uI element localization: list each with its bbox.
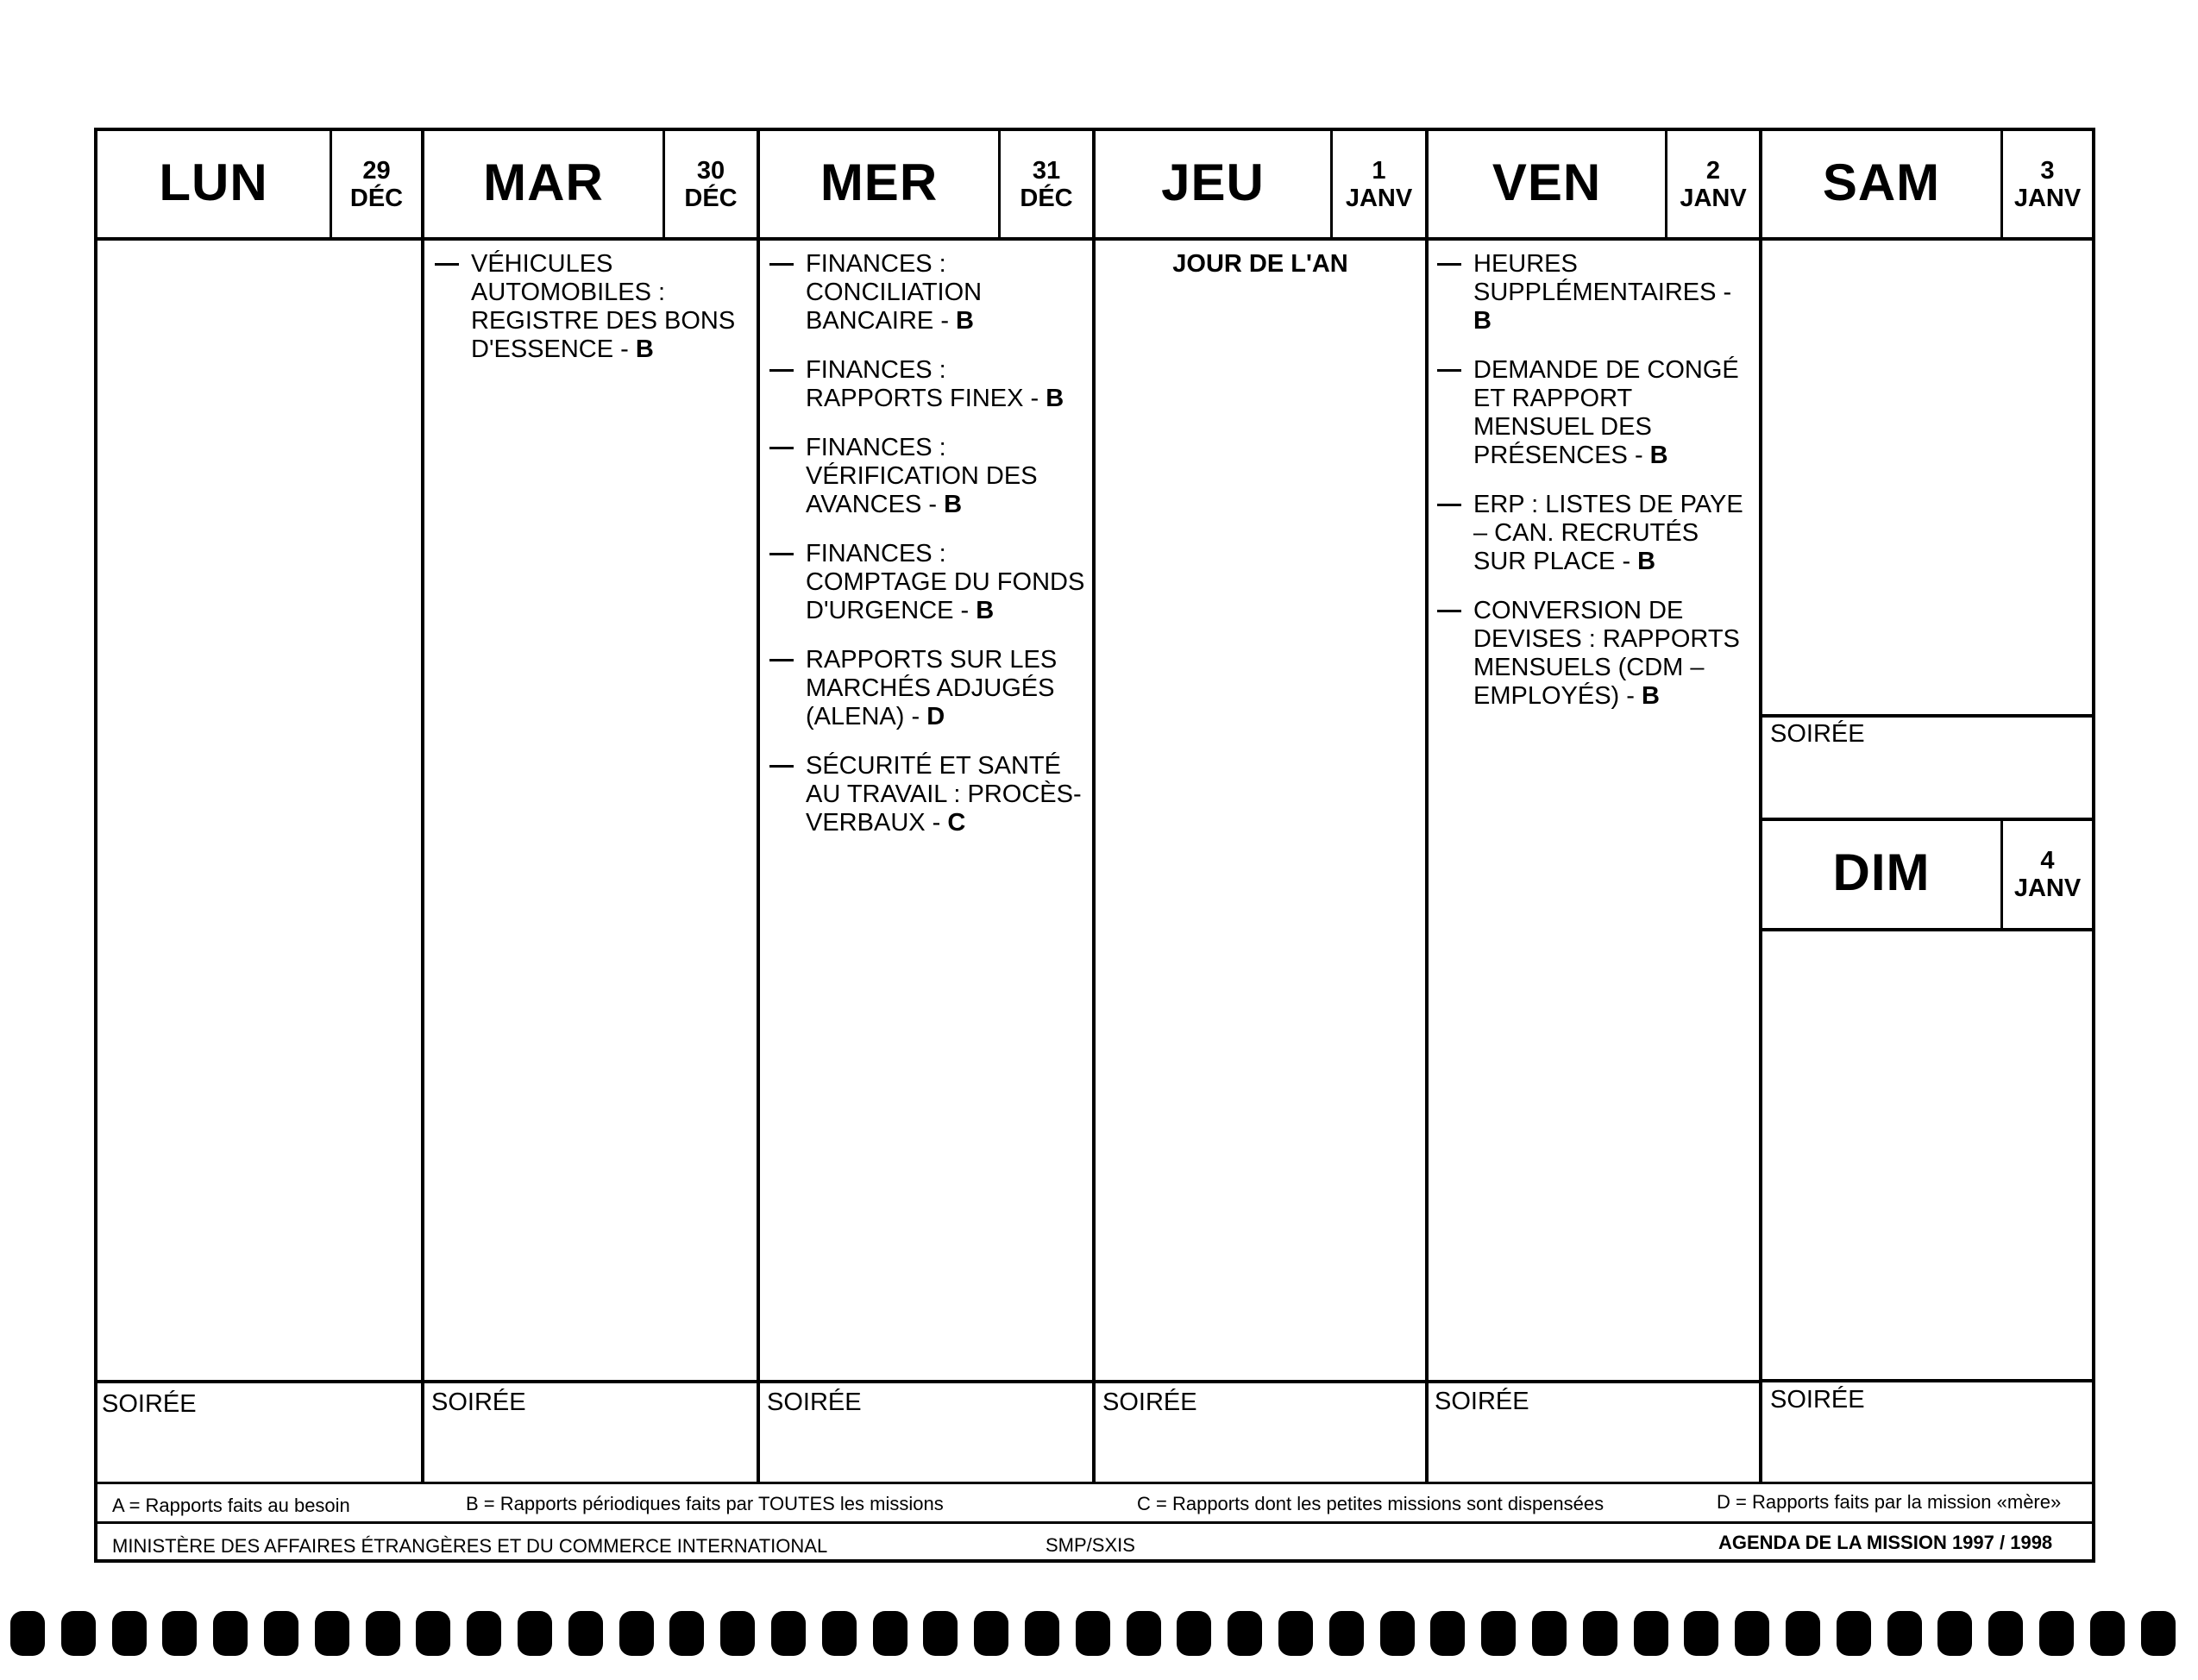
task-code: B [1642,682,1660,710]
legend-d: D = Rapports faits par la mission «mère» [1717,1491,2062,1513]
binding-hole [1076,1611,1110,1656]
binding-hole [1735,1611,1769,1656]
evening-label-lun: SOIRÉE [102,1390,197,1418]
task-list-mar [430,250,749,385]
binding-hole [366,1611,400,1656]
evening-label-ven: SOIRÉE [1435,1388,1529,1415]
footer-divider [94,1521,2095,1524]
footer-agenda-title: AGENDA DE LA MISSION 1997 / 1998 [1718,1532,2053,1553]
day-date-lun: 29 DÉC [349,157,404,212]
task-text: FINANCES : COMPTAGE DU FONDS D'URGENCE - [806,540,1085,624]
binding-hole [1228,1611,1262,1656]
column-divider-3 [1092,128,1096,1483]
binding-hole [1177,1611,1211,1656]
day-name-ven: VEN [1492,154,1602,211]
binding-hole [822,1611,857,1656]
evening-label-mer: SOIRÉE [767,1389,862,1416]
task-item [1432,597,1755,711]
task-code: B [1649,442,1668,469]
legend-c: C = Rapports dont les petites missions sont dispensées [1137,1493,1605,1514]
binding-hole [1127,1611,1161,1656]
binding-hole [416,1611,450,1656]
evening-divider [94,1380,1762,1383]
day-name-mer: MER [820,154,939,211]
task-text: FINANCES : VÉRIFICATION DES AVANCES - [806,434,1038,518]
day-name-dim: DIM [1832,843,1931,901]
sam-evening-divider-bottom [1760,1379,2095,1382]
task-list-ven [1432,250,1755,731]
day-date-jeu: 1 JANV [1345,157,1413,212]
binding-hole [1837,1611,1871,1656]
task-item [764,646,1088,731]
binding-hole [1329,1611,1364,1656]
evening-label-jeu: SOIRÉE [1102,1389,1197,1416]
binding-hole [10,1611,45,1656]
binding-hole [1025,1611,1059,1656]
binding-hole [1988,1611,2023,1656]
binding-hole [1634,1611,1668,1656]
day-name-sam: SAM [1822,154,1941,211]
binding-hole [873,1611,907,1656]
binding-hole [315,1611,349,1656]
legend-b: B = Rapports périodiques faits par TOUTES les missions [466,1493,944,1514]
day-name-lun: LUN [159,154,268,211]
task-item [764,250,1088,335]
task-code: B [1473,307,1492,335]
footer-code: SMP/SXIS [1046,1534,1135,1556]
binding-hole [1786,1611,1820,1656]
binding-hole [923,1611,958,1656]
task-code: B [944,491,963,518]
task-code: B [635,335,654,363]
binding-hole [162,1611,197,1656]
task-text: CONVERSION DE DEVISES : RAPPORTS MENSUELS (CDM – EMPLOYÉS) - [1473,597,1740,710]
task-text: VÉHICULES AUTOMOBILES : REGISTRE DES BONS D'ESSENCE - [471,250,736,363]
binding-hole [1583,1611,1617,1656]
task-code: C [947,809,966,837]
evening-label-dim: SOIRÉE [1770,1386,1865,1414]
binding-hole [1481,1611,1516,1656]
task-text: FINANCES : CONCILIATION BANCAIRE - [806,250,983,335]
binding-hole [771,1611,806,1656]
binding-hole [568,1611,603,1656]
sam-evening-divider [1760,714,2095,718]
task-list-mer [764,250,1088,858]
task-text: HEURES SUPPLÉMENTAIRES - [1473,250,1732,306]
footer-ministry: MINISTÈRE DES AFFAIRES ÉTRANGÈRES ET DU COMMERCE INTERNATIONAL [112,1535,828,1557]
day-name-jeu: JEU [1161,154,1265,211]
day-date-mer: 31 DÉC [1020,157,1073,212]
binding-hole [2039,1611,2074,1656]
binding-hole [1430,1611,1465,1656]
binding-hole [112,1611,147,1656]
task-code: B [956,307,974,335]
task-code: B [976,597,995,624]
dim-header-top [1760,818,2095,821]
binding-hole [1887,1611,1922,1656]
task-text: ERP : LISTES DE PAYE – CAN. RECRUTÉS SUR PLACE - [1473,491,1743,575]
column-divider-5 [1759,128,1762,1483]
task-item [764,356,1088,413]
binding-hole [619,1611,654,1656]
binding-hole [2141,1611,2176,1656]
task-item [1432,250,1755,335]
holiday-label: JOUR DE L'AN [1172,250,1348,278]
task-code: B [1046,385,1064,412]
task-item [764,540,1088,625]
task-code: D [926,703,945,730]
day-date-mar: 30 DÉC [684,157,738,212]
binding-hole [213,1611,248,1656]
task-item [1432,491,1755,576]
dim-header-bottom [1760,928,2095,931]
day-date-sam: 3 JANV [2013,157,2082,212]
binding-hole [2090,1611,2125,1656]
task-item [430,250,749,364]
binding-hole [720,1611,755,1656]
day-date-dim: 4 JANV [2013,847,2082,902]
column-divider-4 [1425,128,1429,1483]
task-item [764,752,1088,837]
day-name-mar: MAR [483,154,604,211]
task-code: B [1637,548,1656,575]
column-divider-1 [421,128,424,1483]
task-item [1432,356,1755,470]
task-text: SÉCURITÉ ET SANTÉ AU TRAVAIL : PROCÈS-VERBAUX - [806,752,1082,837]
legend-a: A = Rapports faits au besoin [112,1495,350,1516]
task-item [764,434,1088,519]
evening-label-mar: SOIRÉE [431,1389,526,1416]
binding-hole [1380,1611,1415,1656]
binding-hole [974,1611,1008,1656]
binding-hole [467,1611,501,1656]
binding-hole [1532,1611,1567,1656]
binding-hole [1937,1611,1972,1656]
binding-hole [264,1611,298,1656]
evening-label-sam: SOIRÉE [1770,720,1865,748]
binding-hole [1684,1611,1718,1656]
day-date-ven: 2 JANV [1680,157,1747,212]
binding-holes [0,1611,2198,1659]
binding-hole [518,1611,552,1656]
binding-hole [1278,1611,1313,1656]
task-text: RAPPORTS SUR LES MARCHÉS ADJUGÉS (ALENA) - [806,646,1058,730]
task-text: FINANCES : RAPPORTS FINEX - [806,356,1046,412]
task-text: DEMANDE DE CONGÉ ET RAPPORT MENSUEL DES PRÉSENCES - [1473,356,1739,469]
binding-hole [669,1611,704,1656]
binding-hole [61,1611,96,1656]
column-divider-2 [757,128,760,1483]
